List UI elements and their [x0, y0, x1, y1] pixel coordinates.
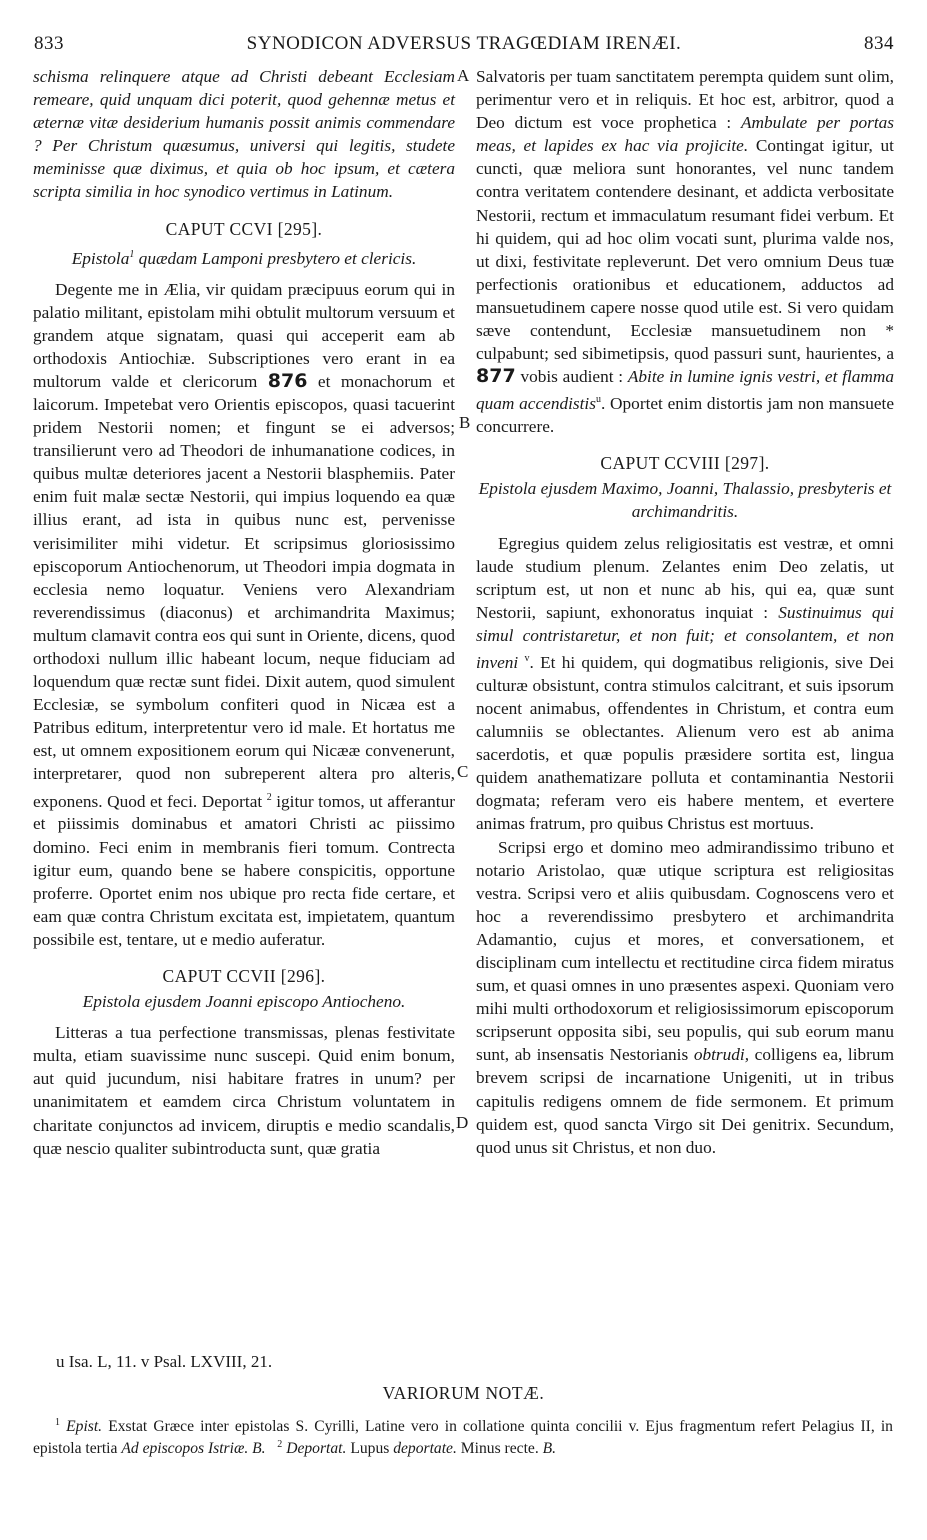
- page-marker-877: 877: [476, 365, 516, 388]
- margin-letter-a: A: [457, 66, 470, 85]
- margin-letter-d: D: [456, 1113, 469, 1132]
- right-column: [476, 65, 894, 1159]
- chapter-206-title: CAPUT CCVI [295].: [165, 218, 323, 239]
- chapter-207-title: CAPUT CCVII [296].: [162, 966, 326, 986]
- variorum-notes: [33, 1414, 893, 1457]
- left-column: [33, 65, 455, 1160]
- margin-letter-c: C: [457, 762, 469, 781]
- variorum-notes-title: VARIORUM NOTÆ.: [382, 1383, 545, 1403]
- chapter-206-subtitle: Epistola$^1$ quædam Lamponi presbytero et clericis.: [71, 248, 417, 268]
- chapter-207-subtitle: Epistola ejusdem Joanni episcopo Antiocheno.: [82, 992, 406, 1012]
- variorum-note-1: $^1$ Epist. Exstat Græce inter epistolas S. Cyrilli, Latine vero in collatione quinta concilii v. Ejus fragmentum refert Pelagius II, in epistola tertia Ad episcopos Istriæ. B. $^2$ Deportat. Lupus deportate. Minus recte. B.: [33, 1417, 893, 1457]
- margin-letter-b: B: [459, 413, 471, 432]
- chapter-207-continuation: Salvatoris per tuam sanctitatem perempta quidem sunt olim, perimentur vero et in reliquis. Et hoc est, arbitror, quod a Deo dictum est voce prophetica : Ambulate per portas meas, et lapides ex hac via projicite. Contingat igitur, ut cuncti, quæ meliora sunt honorantes, vel nunc tandem contra veritatem contendere desinant, et addicta verbositate Nestorii, rectum et immaculatum resumant fidei verbum. Et hi quidem, qui ad hoc olim vocati sunt, plurima valde nos, ut dixi, festivitate repleverunt. Det vero omnium Deus tuæ perfectionis orationibus et educationem, adductos ad mansuetudinem capere nosse quod utile est. Si vero quidam sæve contendunt, Ecclesiæ mansuetudinem non * culpabunt; sed sibimetipsis, quod passuri sunt, haurientes, a 877 vobis audient : Abite in lumine ignis vestri, et flamma quam accendistis$^u$. Oportet enim distortis jam non mansuete concurrere.: [476, 67, 895, 437]
- chapter-206-paragraph: Degente me in Ælia, vir quidam præcipuus eorum qui in palatio militant, epistolam mihi obtulit multorum versuum et grandem atque signatam, quasi qui acceperit eam ab orthodoxis Antiochiæ. Subscriptiones vero erant in ea multorum valde et clericorum 876 et monachorum et laicorum. Impetebat vero Orientis episcopos, quasi tacuerint pridem Nestorii nomen; et fingunt se ei adversos; transilierunt vero ad Theodori de inhumanatione codices, in quibus multæ deteriores jacent a Nestorii blasphemiis. Pater enim fuit malæ sectæ Nestorii, qui impius loquendo ea quæ illius erant, ad ista in quibus nunc est, pervenisse verisimiliter mihi videtur. Et scripsimus gloriosissimo episcoporum Antiochenorum, ut Theodori impia dogmata in ecclesia nemo loquatur. Veniens vero Alexandriam reverendissimus (diaconus) et archimandrita Maximus; multum clamavit contra eos qui sunt in Oriente, dicens, quod orthodoxi nullum illic habeant locum, neque fiduciam ad loquendum quæ rectæ sunt fidei. Dixit autem, quod simulent Ecclesiæ, se symbolum confiteri quod in Nicæa est a Patribus editum, interpretentur vero id male. Et hortatus me est, ut omnem expositionem eorum qui Nicææ convenerunt, interpretarer, quod non subreperent altera pro alteris, exponens. Quod et feci. Deportat $^2$ igitur tomos, ut afferantur et piissimis dominabus et amatori Christi ac piissimo domino. Feci enim in membranis fieri tomum. Contrecta igitur eum, quando bene se habere conspicitis, opportune proferre. Oportet enim nos ubique pro recta fide certare, et eam quæ contra Christum excitata est, impietatem, quantum possibile est, tentare, ut e medio auferatur.: [33, 279, 455, 949]
- running-title: SYNODICON ADVERSUS TRAGŒDIAM IRENÆI.: [246, 33, 682, 54]
- running-header: [34, 33, 894, 63]
- page-number-right: 834: [864, 33, 894, 54]
- chapter-208-subtitle: Epistola ejusdem Maximo, Joanni, Thalassio, presbyteris et archimandritis.: [478, 479, 892, 522]
- scripture-footnotes: u Isa. L, 11. v Psal. LXVIII, 21.: [56, 1352, 273, 1371]
- chapter-208-paragraph-2: Scripsi ergo et domino meo admirandissimo tribuno et notario Aristolao, quæ utique scriptura est religiositas vestra. Scripsi vero et aliis quibusdam. Cognoscens vero et hoc a reverendissimo presbytero et archimandrita Adamantio, cujus et mores, et conversationem, et disciplinam cum intellectu et rectitudine circa fidem miratus sum, et quasi omnes in uno præsentes aspexi. Quoniam vero mihi multi orthodoxorum et religiosissimorum episcoporum scripserunt opposita sibi, seu populis, qui sub eorum manu sunt, ab insensatis Nestorianis obtrudi, colligens ea, librum brevem scripsi de incarnatione Unigeniti, ut in tribus capitulis redigens omnem de fide sermonem. Et primum quidem est, quod sancta Virgo sit Dei genitrix. Secundum, quod unus sit Christus, et non duo.: [476, 837, 895, 1157]
- chapter-208-paragraph-1: Egregius quidem zelus religiositatis est vestræ, et omni laude studium plenum. Zelantes enim Deo zelatis, ut scriptum est, ut non et nunc ab his, qui ea, quæ sunt Nestorii, sapiunt, exhonoratus inquiat : Sustinuimus qui simul contristaretur, et non fuit; et consolantem, et non inveni $^v$. Et hi quidem, qui dogmatibus religionis, sive Dei culturæ obsistunt, contra stimulos calcitrant, et suis ipsorum nocent animabus, offendentes in Christum, et contra eum calumniis se oblectantes. Alienum vero est ab anima sacerdotis, et quæ populis præsidere sortita est, lingua quidem anathematizare polluta et contaminantia Nestorii dogmata; referam vero eis habere mentem, et evertere animas fratrum, pro quibus Christus est mortuus.: [476, 533, 894, 834]
- page-number-left: 833: [34, 33, 64, 54]
- intro-paragraph: schisma relinquere atque ad Christi debeant Ecclesiam remeare, quid unquam dici poterit, quod gehennæ metus et æternæ vitæ desiderium humanis possit animis commendare ? Per Christum quæsumus, universi qui legitis, studete meminisse quæ diximus, et quia ob hoc ipsum, et cætera scripta similia in hoc synodico vertimus in Latinum.: [33, 67, 455, 202]
- chapter-208-title: CAPUT CCVIII [297].: [600, 453, 770, 474]
- chapter-207-paragraph: Litteras a tua perfectione transmissas, plenas festivitate multa, etiam suavissime nunc suscepi. Quid enim bonum, aut quid jucundum, nisi habitare fratres in unum? per unanimitatem et eamdem circa Christum voluntatem in charitate conjunctos ad invicem, diruptis e medio scandalis, quæ nescio qualiter subintroducta sunt, quæ gratia: [33, 1023, 455, 1158]
- page-marker-876: 876: [267, 369, 308, 392]
